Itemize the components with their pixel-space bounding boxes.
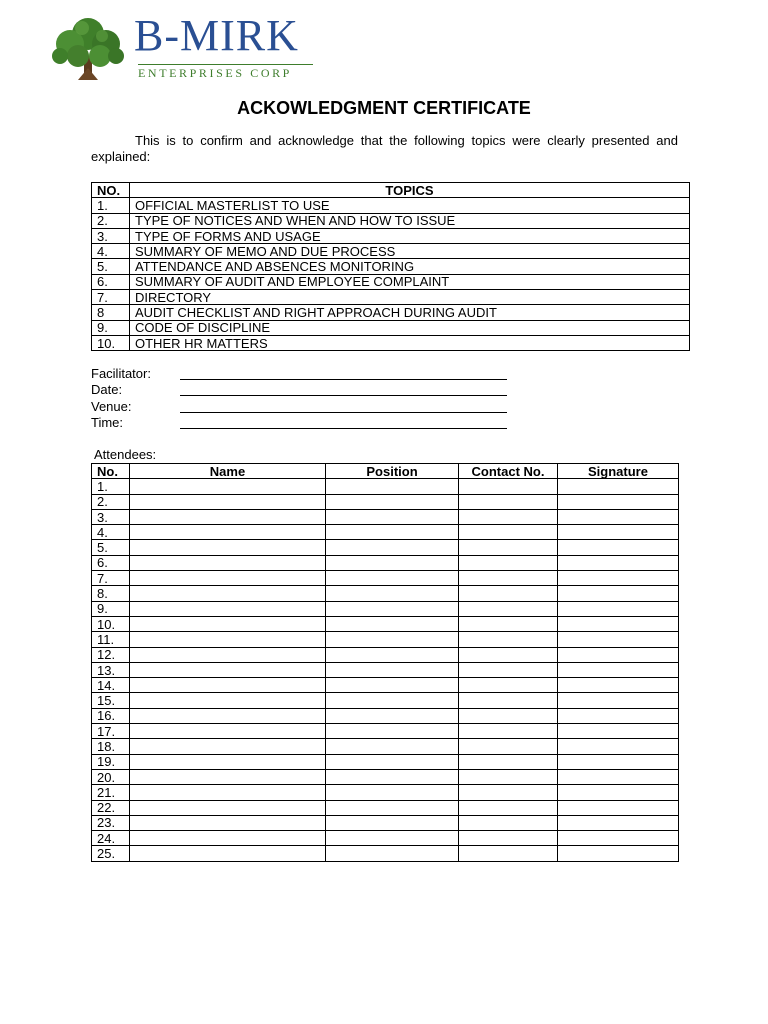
attendee-number: 12. [92, 647, 130, 662]
attendee-position-cell[interactable] [326, 769, 459, 784]
attendee-signature-cell[interactable] [558, 708, 679, 723]
attendee-row [92, 693, 679, 708]
time-row [91, 415, 180, 431]
attendee-name-cell[interactable] [130, 800, 326, 815]
attendee-number: 23. [92, 815, 130, 830]
tree-icon [48, 16, 128, 82]
attendee-signature-cell[interactable] [558, 571, 679, 586]
topic-row [92, 244, 690, 259]
topic-row [92, 335, 690, 350]
attendee-name-cell[interactable] [130, 571, 326, 586]
attendee-position-cell[interactable] [326, 525, 459, 540]
topic-text: DIRECTORY [130, 290, 690, 305]
date-row [91, 382, 180, 398]
attendee-contact-cell[interactable] [459, 540, 558, 555]
attendee-name-cell[interactable] [130, 647, 326, 662]
attendee-row [92, 647, 679, 662]
attendee-position-cell[interactable] [326, 754, 459, 769]
topics-table [91, 182, 690, 351]
topic-row [92, 213, 690, 228]
attendee-row [92, 724, 679, 739]
attendee-signature-cell[interactable] [558, 601, 679, 616]
attendee-contact-cell[interactable] [459, 831, 558, 846]
venue-line[interactable] [180, 412, 507, 413]
topic-text: OTHER HR MATTERS [130, 335, 690, 350]
attendee-number: 6. [92, 555, 130, 570]
attendee-contact-cell[interactable] [459, 601, 558, 616]
attendee-contact-cell[interactable] [459, 846, 558, 861]
venue-row [91, 399, 180, 415]
topic-text: CODE OF DISCIPLINE [130, 320, 690, 335]
attendee-signature-cell[interactable] [558, 678, 679, 693]
attendee-contact-cell[interactable] [459, 616, 558, 631]
attendee-signature-cell[interactable] [558, 739, 679, 754]
attendee-signature-cell[interactable] [558, 846, 679, 861]
attendee-name-cell[interactable] [130, 846, 326, 861]
attendee-contact-cell[interactable] [459, 479, 558, 494]
attendee-contact-cell[interactable] [459, 571, 558, 586]
page-title: ACKOWLEDGMENT CERTIFICATE [237, 98, 531, 118]
attendee-row [92, 831, 679, 846]
topics-header-row [92, 183, 690, 198]
attendee-signature-cell[interactable] [558, 693, 679, 708]
attendee-row [92, 555, 679, 570]
attendee-row [92, 525, 679, 540]
attendee-name-cell[interactable] [130, 662, 326, 677]
attendee-name-cell[interactable] [130, 555, 326, 570]
attendee-contact-cell[interactable] [459, 678, 558, 693]
attendee-number: 10. [92, 616, 130, 631]
topics-header-no: NO. [92, 183, 130, 198]
attendee-name-cell[interactable] [130, 769, 326, 784]
attendee-name-cell[interactable] [130, 540, 326, 555]
attendee-row [92, 769, 679, 784]
attendee-contact-cell[interactable] [459, 815, 558, 830]
topics-body [92, 198, 690, 351]
attendee-contact-cell[interactable] [459, 708, 558, 723]
attendee-number: 16. [92, 708, 130, 723]
attendee-contact-cell[interactable] [459, 739, 558, 754]
attendee-row [92, 494, 679, 509]
attendee-signature-cell[interactable] [558, 555, 679, 570]
topic-number: 10. [92, 335, 130, 350]
attendee-signature-cell[interactable] [558, 815, 679, 830]
topic-row [92, 305, 690, 320]
attendee-signature-cell[interactable] [558, 769, 679, 784]
attendee-signature-cell[interactable] [558, 525, 679, 540]
attendee-name-cell[interactable] [130, 601, 326, 616]
attendee-name-cell[interactable] [130, 678, 326, 693]
attendee-row [92, 509, 679, 524]
intro-text: This is to confirm and acknowledge that the following topics were clearly presented and explained: [91, 133, 678, 164]
attendee-position-cell[interactable] [326, 632, 459, 647]
attendee-row [92, 632, 679, 647]
attendees-header-contact: Contact No. [459, 464, 558, 479]
attendee-name-cell[interactable] [130, 739, 326, 754]
attendee-number: 3. [92, 509, 130, 524]
attendee-name-cell[interactable] [130, 616, 326, 631]
facilitator-label: Facilitator: [91, 366, 151, 381]
attendee-position-cell[interactable] [326, 540, 459, 555]
attendee-row [92, 815, 679, 830]
brand-name: B-MIRK [134, 11, 299, 60]
attendee-signature-cell[interactable] [558, 831, 679, 846]
attendee-signature-cell[interactable] [558, 479, 679, 494]
attendee-row [92, 754, 679, 769]
attendee-position-cell[interactable] [326, 678, 459, 693]
attendee-contact-cell[interactable] [459, 724, 558, 739]
attendee-name-cell[interactable] [130, 724, 326, 739]
attendee-row [92, 739, 679, 754]
topic-text: OFFICIAL MASTERLIST TO USE [130, 198, 690, 213]
attendee-position-cell[interactable] [326, 494, 459, 509]
attendee-number: 19. [92, 754, 130, 769]
attendee-contact-cell[interactable] [459, 647, 558, 662]
topics-header-topics: TOPICS [130, 183, 690, 198]
attendee-signature-cell[interactable] [558, 662, 679, 677]
topic-text: AUDIT CHECKLIST AND RIGHT APPROACH DURING AUDIT [130, 305, 690, 320]
attendee-signature-cell[interactable] [558, 586, 679, 601]
attendee-name-cell[interactable] [130, 479, 326, 494]
attendee-signature-cell[interactable] [558, 494, 679, 509]
attendee-signature-cell[interactable] [558, 509, 679, 524]
topic-row [92, 198, 690, 213]
attendee-row [92, 616, 679, 631]
attendee-row [92, 708, 679, 723]
topic-number: 5. [92, 259, 130, 274]
attendee-position-cell[interactable] [326, 846, 459, 861]
topic-text: TYPE OF FORMS AND USAGE [130, 228, 690, 243]
intro-paragraph [91, 133, 678, 165]
topic-number: 1. [92, 198, 130, 213]
facilitator-line[interactable] [180, 379, 507, 380]
company-logo [48, 11, 318, 82]
attendee-number: 15. [92, 693, 130, 708]
attendee-number: 13. [92, 662, 130, 677]
attendee-row [92, 586, 679, 601]
attendee-position-cell[interactable] [326, 586, 459, 601]
topic-text: ATTENDANCE AND ABSENCES MONITORING [130, 259, 690, 274]
attendee-name-cell[interactable] [130, 815, 326, 830]
attendees-header-no: No. [92, 464, 130, 479]
attendee-position-cell[interactable] [326, 785, 459, 800]
attendee-name-cell[interactable] [130, 586, 326, 601]
topic-row [92, 320, 690, 335]
attendee-position-cell[interactable] [326, 662, 459, 677]
attendee-name-cell[interactable] [130, 708, 326, 723]
attendee-position-cell[interactable] [326, 571, 459, 586]
attendee-contact-cell[interactable] [459, 785, 558, 800]
topic-number: 7. [92, 290, 130, 305]
attendees-header-position: Position [326, 464, 459, 479]
attendee-number: 2. [92, 494, 130, 509]
attendee-position-cell[interactable] [326, 800, 459, 815]
topic-text: TYPE OF NOTICES AND WHEN AND HOW TO ISSUE [130, 213, 690, 228]
attendee-position-cell[interactable] [326, 616, 459, 631]
date-label: Date: [91, 382, 123, 398]
attendee-row [92, 678, 679, 693]
time-label: Time: [91, 414, 124, 430]
topic-number: 8 [92, 305, 130, 320]
topic-number: 6. [92, 274, 130, 289]
attendee-signature-cell[interactable] [558, 724, 679, 739]
attendees-table [91, 463, 679, 862]
attendee-contact-cell[interactable] [459, 769, 558, 784]
attendee-row [92, 846, 679, 861]
attendee-number: 11. [92, 632, 130, 647]
attendee-number: 7. [92, 571, 130, 586]
facilitator-row [91, 366, 180, 382]
topic-number: 3. [92, 228, 130, 243]
attendee-row [92, 601, 679, 616]
attendee-number: 17. [92, 724, 130, 739]
attendee-position-cell[interactable] [326, 647, 459, 662]
attendee-signature-cell[interactable] [558, 616, 679, 631]
attendee-row [92, 479, 679, 494]
attendee-contact-cell[interactable] [459, 662, 558, 677]
attendee-name-cell[interactable] [130, 831, 326, 846]
attendee-number: 25. [92, 846, 130, 861]
attendee-contact-cell[interactable] [459, 509, 558, 524]
attendee-number: 24. [92, 831, 130, 846]
attendee-contact-cell[interactable] [459, 754, 558, 769]
attendee-position-cell[interactable] [326, 693, 459, 708]
topic-row [92, 274, 690, 289]
time-line[interactable] [180, 428, 507, 429]
attendee-signature-cell[interactable] [558, 632, 679, 647]
attendee-position-cell[interactable] [326, 509, 459, 524]
attendee-position-cell[interactable] [326, 724, 459, 739]
attendee-position-cell[interactable] [326, 739, 459, 754]
attendees-header-name: Name [130, 464, 326, 479]
attendee-name-cell[interactable] [130, 754, 326, 769]
topic-row [92, 290, 690, 305]
attendee-number: 21. [92, 785, 130, 800]
attendee-position-cell[interactable] [326, 555, 459, 570]
attendee-position-cell[interactable] [326, 708, 459, 723]
attendees-label: Attendees: [94, 447, 157, 462]
attendee-position-cell[interactable] [326, 815, 459, 830]
topic-row [92, 259, 690, 274]
attendee-position-cell[interactable] [326, 479, 459, 494]
attendee-number: 9. [92, 601, 130, 616]
venue-label: Venue: [91, 398, 132, 414]
topic-text: SUMMARY OF MEMO AND DUE PROCESS [130, 244, 690, 259]
attendee-number: 20. [92, 769, 130, 784]
attendee-signature-cell[interactable] [558, 754, 679, 769]
attendee-row [92, 785, 679, 800]
topic-number: 9. [92, 320, 130, 335]
attendee-row [92, 540, 679, 555]
attendee-contact-cell[interactable] [459, 525, 558, 540]
attendee-signature-cell[interactable] [558, 800, 679, 815]
attendee-name-cell[interactable] [130, 494, 326, 509]
topic-number: 2. [92, 213, 130, 228]
attendee-position-cell[interactable] [326, 601, 459, 616]
attendees-header-signature: Signature [558, 464, 679, 479]
attendee-position-cell[interactable] [326, 831, 459, 846]
attendee-number: 18. [92, 739, 130, 754]
attendee-number: 4. [92, 525, 130, 540]
attendee-number: 8. [92, 586, 130, 601]
attendees-body [92, 479, 679, 861]
attendee-contact-cell[interactable] [459, 800, 558, 815]
attendee-number: 22. [92, 800, 130, 815]
attendee-contact-cell[interactable] [459, 494, 558, 509]
attendee-number: 1. [92, 479, 130, 494]
attendee-contact-cell[interactable] [459, 693, 558, 708]
brand-subtitle: ENTERPRISES CORP [138, 64, 313, 81]
attendee-row [92, 800, 679, 815]
attendee-name-cell[interactable] [130, 785, 326, 800]
date-line[interactable] [180, 395, 507, 396]
attendee-contact-cell[interactable] [459, 555, 558, 570]
attendee-contact-cell[interactable] [459, 632, 558, 647]
attendee-signature-cell[interactable] [558, 540, 679, 555]
attendee-contact-cell[interactable] [459, 586, 558, 601]
attendee-number: 5. [92, 540, 130, 555]
attendee-row [92, 662, 679, 677]
session-details [91, 366, 180, 431]
attendee-name-cell[interactable] [130, 509, 326, 524]
attendee-signature-cell[interactable] [558, 647, 679, 662]
topic-number: 4. [92, 244, 130, 259]
attendees-header-row [92, 464, 679, 479]
topic-row [92, 228, 690, 243]
attendee-row [92, 571, 679, 586]
attendee-name-cell[interactable] [130, 632, 326, 647]
attendee-name-cell[interactable] [130, 525, 326, 540]
topic-text: SUMMARY OF AUDIT AND EMPLOYEE COMPLAINT [130, 274, 690, 289]
attendee-name-cell[interactable] [130, 693, 326, 708]
attendee-number: 14. [92, 678, 130, 693]
attendee-signature-cell[interactable] [558, 785, 679, 800]
